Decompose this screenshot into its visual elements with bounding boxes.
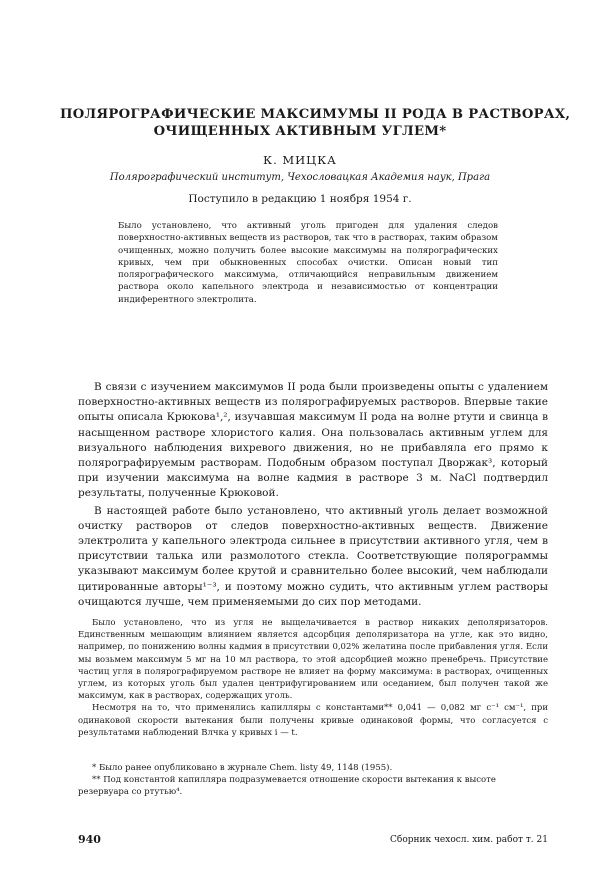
footnotes — [78, 762, 548, 798]
affiliation: Полярографический институт, Чехословацкая Академия наук, Прага — [109, 172, 491, 183]
footnote-1: * Было ранее опубликовано в журнале Chem. listy 49, 1148 (1955). — [92, 763, 393, 773]
paragraph-2: В настоящей работе было установлено, что активный уголь делает возможной очистку растворов от следов поверхностно-активных веществ. Движение электролита у капельного электрода сильнее в присутствии активного угля, чем в присутствии талька или размолотого стекла. Соответствующие полярограммы указывают максимум более крутой и сравнительно более высокий, чем наблюдали цитированные авторы¹⁻³, и поэтому можно судить, что активным углем растворы очищаются лучше, чем применяемыми до сих пор методами. — [78, 504, 548, 608]
paragraph-3: Было установлено, что из угля не выщелачивается в раствор никаких деполяризаторов. Единственным мешающим влиянием является адсорбция деполяризатора на угле, как это видно, например, по понижению волны кадмия в присутствии 0,02% желатина после прибавления угля. Если мы возьмем максимум 5 мг на 10 мл раствора, то этой адсорбцией можно пренебречь. Присутствие частиц угля в полярографируемом растворе не влияет на форму максимума: в растворах, очищенных углем, из которых уголь был удален центрифугированием или оседанием, был получен такой же максимум, как в растворах, содержащих уголь. — [78, 618, 548, 702]
abstract: Было установлено, что активный уголь пригоден для удаления следов поверхностно-активных веществ из растворов, так что в растворах, таким образом очищенных, можно получить более высокие максимумы на полярографических кривых, чем при обыкновенных способах очистки. Описан новый тип полярографического максимума, отличающийся неправильным движением раствора около капельного электрода и независимостью от концентрации индиферентного электролита. — [118, 221, 498, 305]
author-name: К. МИЦКА — [263, 153, 337, 167]
received-date: Поступило в редакцию 1 ноября 1954 г. — [188, 193, 412, 205]
title-line-2: ОЧИЩЕННЫХ АКТИВНЫМ УГЛЕМ* — [153, 124, 447, 139]
page-number: 940 — [78, 833, 101, 846]
paragraph-1: В связи с изучением максимумов II рода были произведены опыты с удалением поверхностно-активных веществ из полярографируемых растворов. Впервые такие опыты описала Крюкова¹,², изучавшая максимум II рода на волне ртути и свинца в насыщенном растворе хлористого калия. Она пользовалась активным углем для визуального наблюдения вихревого движения, но не прибавляла его прямо к полярографируемым растворам. Подобным образом поступал Дворжак³, который при изучении максимума на волне кадмия в растворе 3 м. NaCl подтвердил результаты, полученные Крюковой. — [78, 381, 548, 500]
footnote-2: ** Под константой капилляра подразумевается отношение скорости вытекания к высоте резервуара со ртутью⁴. — [78, 775, 496, 797]
main-body — [78, 380, 548, 612]
paragraph-4: Несмотря на то, что применялись капилляры с константами** 0,041 — 0,082 мг с⁻¹ см⁻¹, при одинаковой скорости вытекания были получены кривые одинаковой формы, что согласуется с результатами наблюдений Влчка у кривых i — t. — [78, 703, 548, 738]
small-print-section — [78, 617, 548, 739]
journal-footer: Сборник чехосл. хим. работ т. 21 — [390, 835, 548, 845]
article-title — [60, 106, 571, 140]
title-line-1: ПОЛЯРОГРАФИЧЕСКИЕ МАКСИМУМЫ II РОДА В РАСТВОРАХ, — [60, 107, 571, 122]
